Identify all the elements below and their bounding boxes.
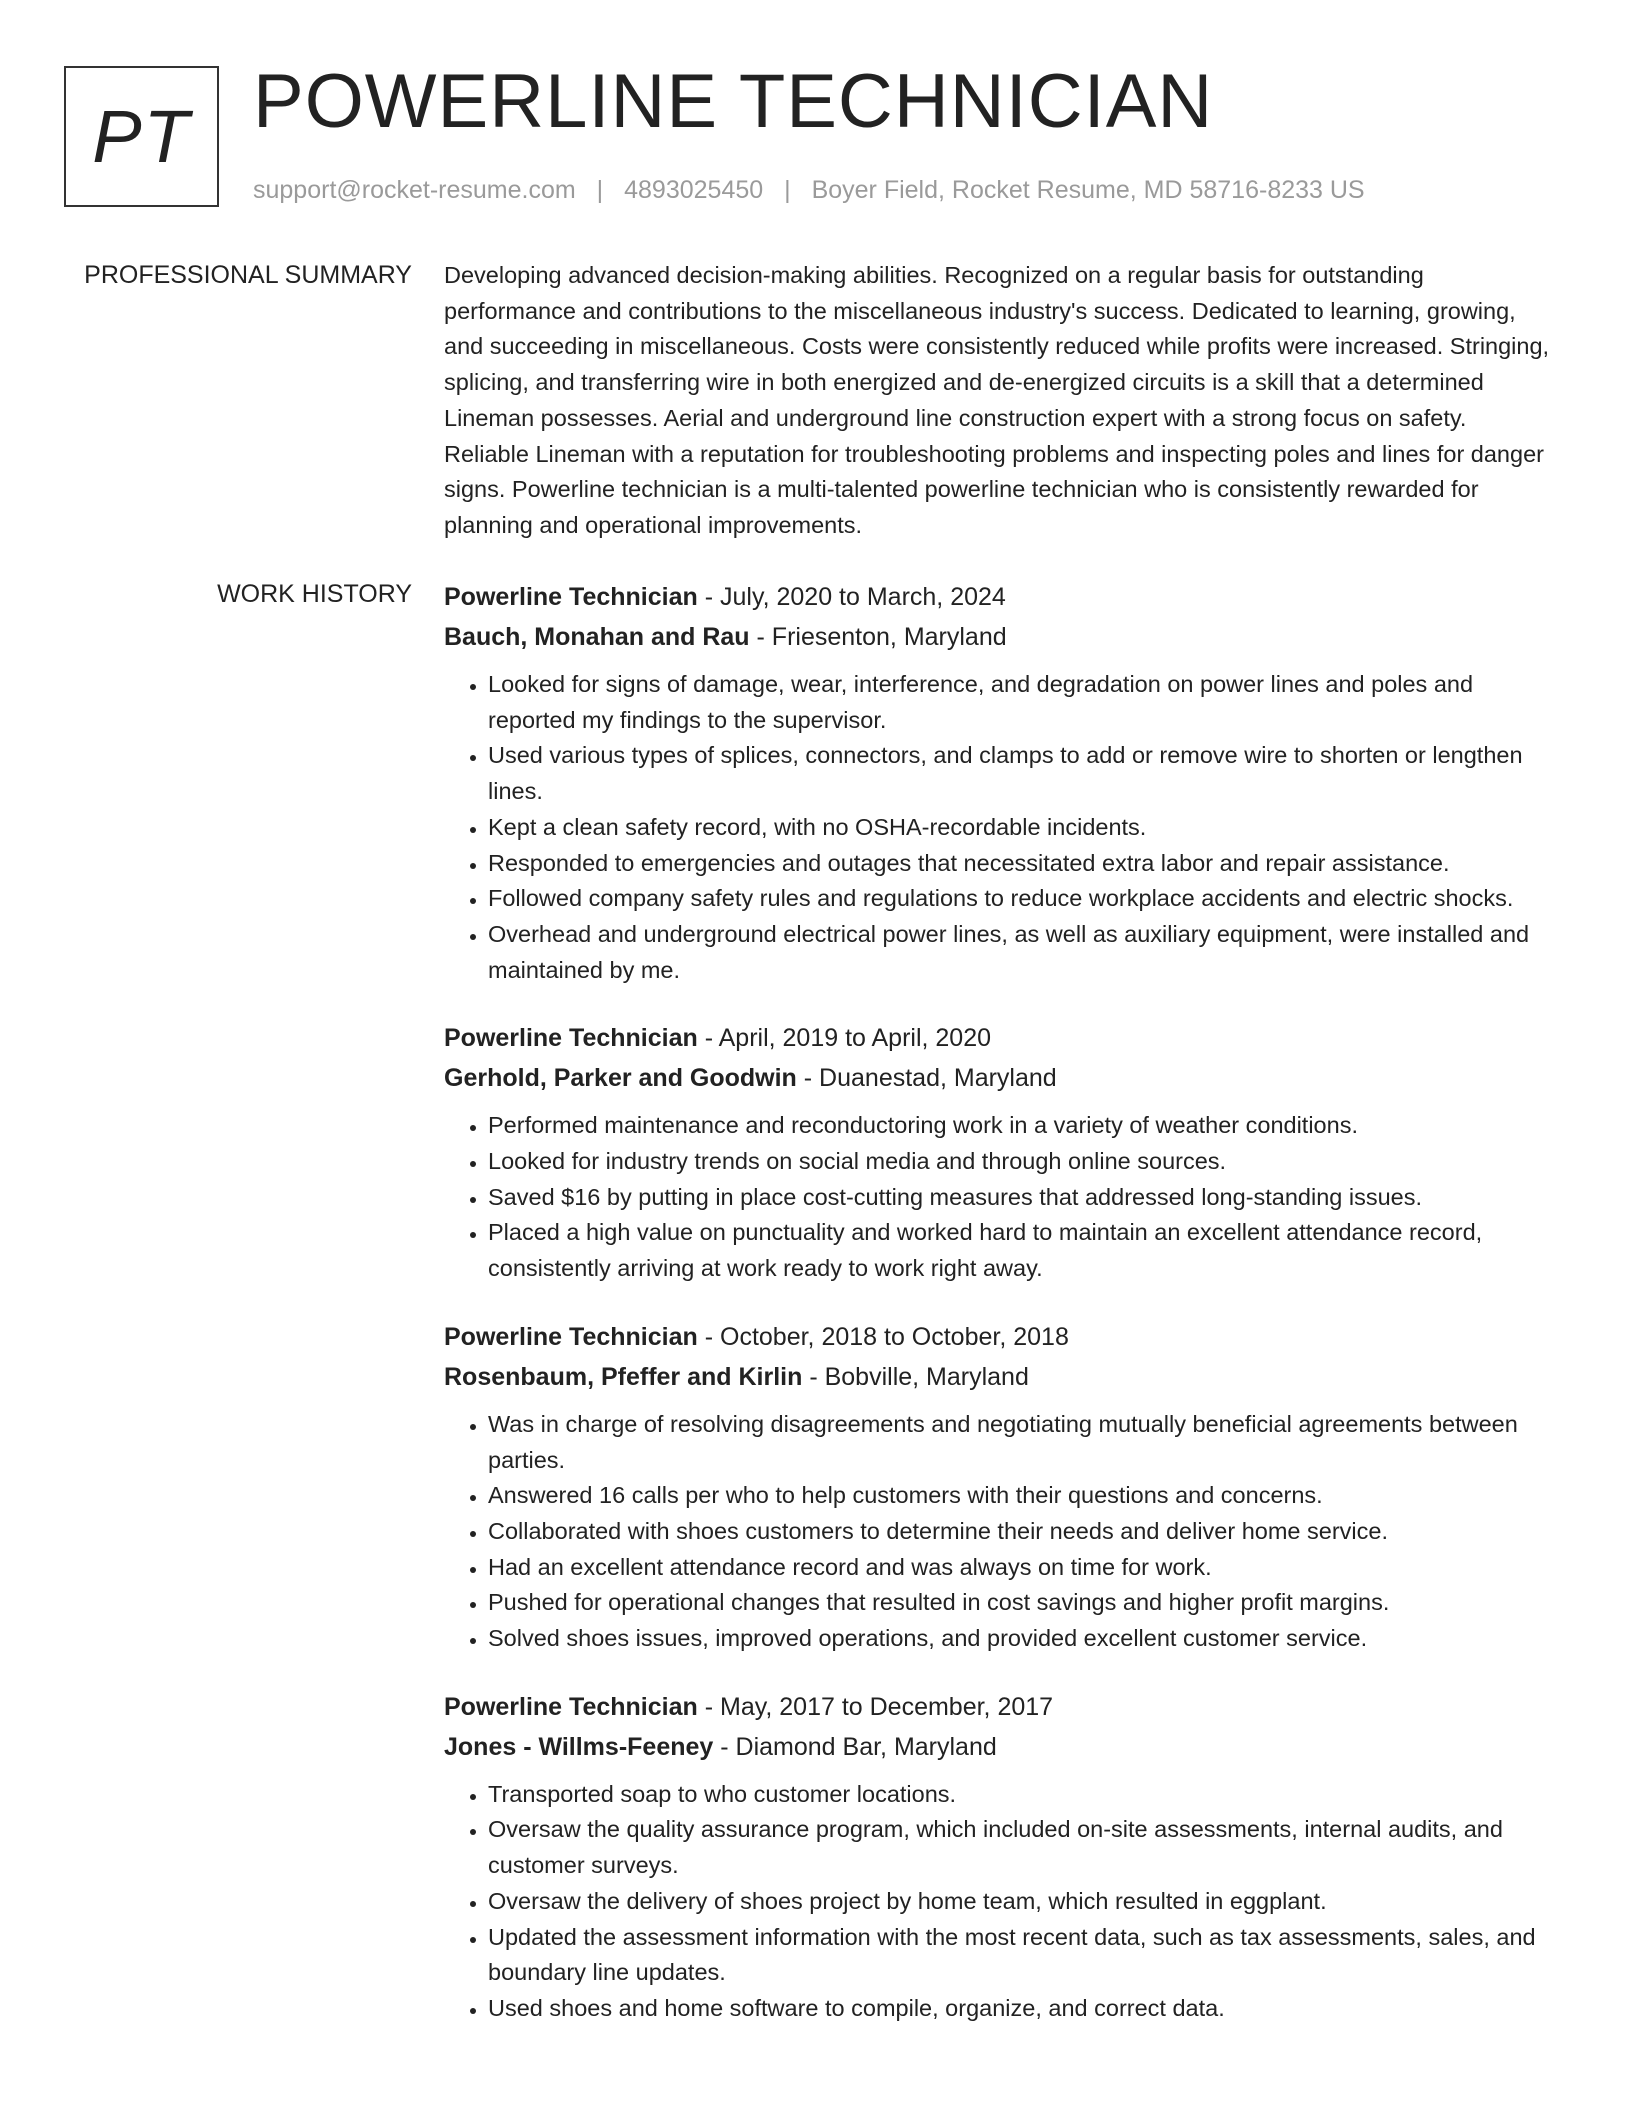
work-history xyxy=(444,577,1564,2057)
summary-text: Developing advanced decision-making abilities. Recognized on a regular basis for outstanding performance and contributions to the miscellaneous industry's success. Dedicated to learning, growing, and succeeding in miscellaneous. Costs were consistently reduced while profits were increased. Stringing, splicing, and transferring wire in both energized and de-energized circuits is a skill that a determined Lineman possesses. Aerial and underground line construction expert with a strong focus on safety. Reliable Lineman with a reputation for troubleshooting problems and inspecting poles and lines for danger signs. Powerline technician is a multi-talented powerline technician who is consistently rewarded for planning and operational improvements. xyxy=(444,262,1550,538)
contact-email: support@rocket-resume.com xyxy=(253,176,576,204)
job-title-line xyxy=(444,1687,1564,1727)
job-title: Powerline Technician xyxy=(444,583,698,611)
summary-heading: PROFESSIONAL SUMMARY xyxy=(84,261,412,289)
job-company-line xyxy=(444,617,1564,657)
job-bullet: • Used shoes and home software to compile, organize, and correct data. xyxy=(488,1991,1564,2027)
job-location: - Duanestad, Maryland xyxy=(796,1064,1057,1093)
job-company-line xyxy=(444,1727,1564,1767)
job-entry xyxy=(444,1687,1564,2027)
job-bullet: • Oversaw the quality assurance program, which included on-site assessments, internal audits, and customer surveys. xyxy=(488,1812,1564,1883)
monogram-logo: PT xyxy=(64,66,219,207)
job-title: Powerline Technician xyxy=(444,1024,698,1053)
job-bullet: • Updated the assessment information with the most recent data, such as tax assessments, sales, and boundary line updates. xyxy=(488,1920,1564,1991)
job-location: - Diamond Bar, Maryland xyxy=(713,1732,997,1761)
job-bullet: • Answered 16 calls per who to help customers with their questions and concerns. xyxy=(488,1478,1564,1514)
job-entry xyxy=(444,1317,1564,1657)
job-company-line xyxy=(444,1357,1564,1397)
job-dates: - July, 2020 to March, 2024 xyxy=(697,583,1006,611)
job-company: Rosenbaum, Pfeffer and Kirlin xyxy=(444,1362,803,1391)
job-bullet: • Responded to emergencies and outages that necessitated extra labor and repair assistance. xyxy=(488,846,1564,882)
job-bullets xyxy=(444,1108,1564,1287)
job-entry xyxy=(444,577,1564,988)
job-location: - Bobville, Maryland xyxy=(802,1362,1029,1391)
job-bullet: • Followed company safety rules and regulations to reduce workplace accidents and electric shocks. xyxy=(488,881,1564,917)
job-bullet: • Transported soap to who customer locations. xyxy=(488,1777,1564,1813)
job-title-line xyxy=(444,577,1564,617)
job-company: Bauch, Monahan and Rau xyxy=(444,623,750,651)
job-dates: - April, 2019 to April, 2020 xyxy=(697,1024,992,1053)
job-company-line xyxy=(444,1058,1564,1098)
job-title-line xyxy=(444,1317,1564,1357)
job-bullet: • Was in charge of resolving disagreements and negotiating mutually beneficial agreements between parties. xyxy=(488,1407,1564,1478)
job-bullet: • Overhead and underground electrical power lines, as well as auxiliary equipment, were installed and maintained by me. xyxy=(488,917,1564,988)
job-bullet: • Looked for signs of damage, wear, interference, and degradation on power lines and poles and reported my findings to the supervisor. xyxy=(488,667,1564,738)
job-bullets xyxy=(444,667,1564,988)
job-bullet: • Pushed for operational changes that resulted in cost savings and higher profit margins. xyxy=(488,1585,1564,1621)
job-dates: - October, 2018 to October, 2018 xyxy=(697,1322,1069,1351)
job-company: Jones - Willms-Feeney xyxy=(444,1732,714,1761)
job-bullet: • Had an excellent attendance record and was always on time for work. xyxy=(488,1550,1564,1586)
job-bullet: • Placed a high value on punctuality and worked hard to maintain an excellent attendance record, consistently arriving at work ready to work right away. xyxy=(488,1215,1564,1286)
job-title-line xyxy=(444,1018,1564,1058)
job-bullet: • Used various types of splices, connectors, and clamps to add or remove wire to shorten or lengthen lines. xyxy=(488,738,1564,809)
job-bullets xyxy=(444,1777,1564,2027)
job-bullet: • Kept a clean safety record, with no OSHA-recordable incidents. xyxy=(488,810,1564,846)
page-title: POWERLINE TECHNICIAN xyxy=(253,59,1214,144)
job-bullet: • Collaborated with shoes customers to determine their needs and deliver home service. xyxy=(488,1514,1564,1550)
job-title: Powerline Technician xyxy=(444,1322,698,1351)
job-bullet: • Looked for industry trends on social media and through online sources. xyxy=(488,1144,1564,1180)
contact-separator: | xyxy=(596,176,604,204)
contact-separator: | xyxy=(784,176,791,204)
job-location: - Friesenton, Maryland xyxy=(749,623,1007,651)
contact-address: Boyer Field, Rocket Resume, MD 58716-8233 US xyxy=(811,176,1365,204)
job-entry xyxy=(444,1018,1564,1287)
contact-line xyxy=(253,174,1365,206)
job-bullet: • Solved shoes issues, improved operations, and provided excellent customer service. xyxy=(488,1621,1564,1657)
contact-phone: 4893025450 xyxy=(624,176,764,204)
job-dates: - May, 2017 to December, 2017 xyxy=(697,1692,1054,1721)
job-title: Powerline Technician xyxy=(444,1692,698,1721)
job-company: Gerhold, Parker and Goodwin xyxy=(444,1064,797,1093)
job-bullet: • Oversaw the delivery of shoes project by home team, which resulted in eggplant. xyxy=(488,1884,1564,1920)
job-bullet: • Performed maintenance and reconductoring work in a variety of weather conditions. xyxy=(488,1108,1564,1144)
job-bullet: • Saved $16 by putting in place cost-cutting measures that addressed long-standing issues. xyxy=(488,1180,1564,1216)
job-bullets xyxy=(444,1407,1564,1657)
work-history-heading: WORK HISTORY xyxy=(217,580,412,608)
